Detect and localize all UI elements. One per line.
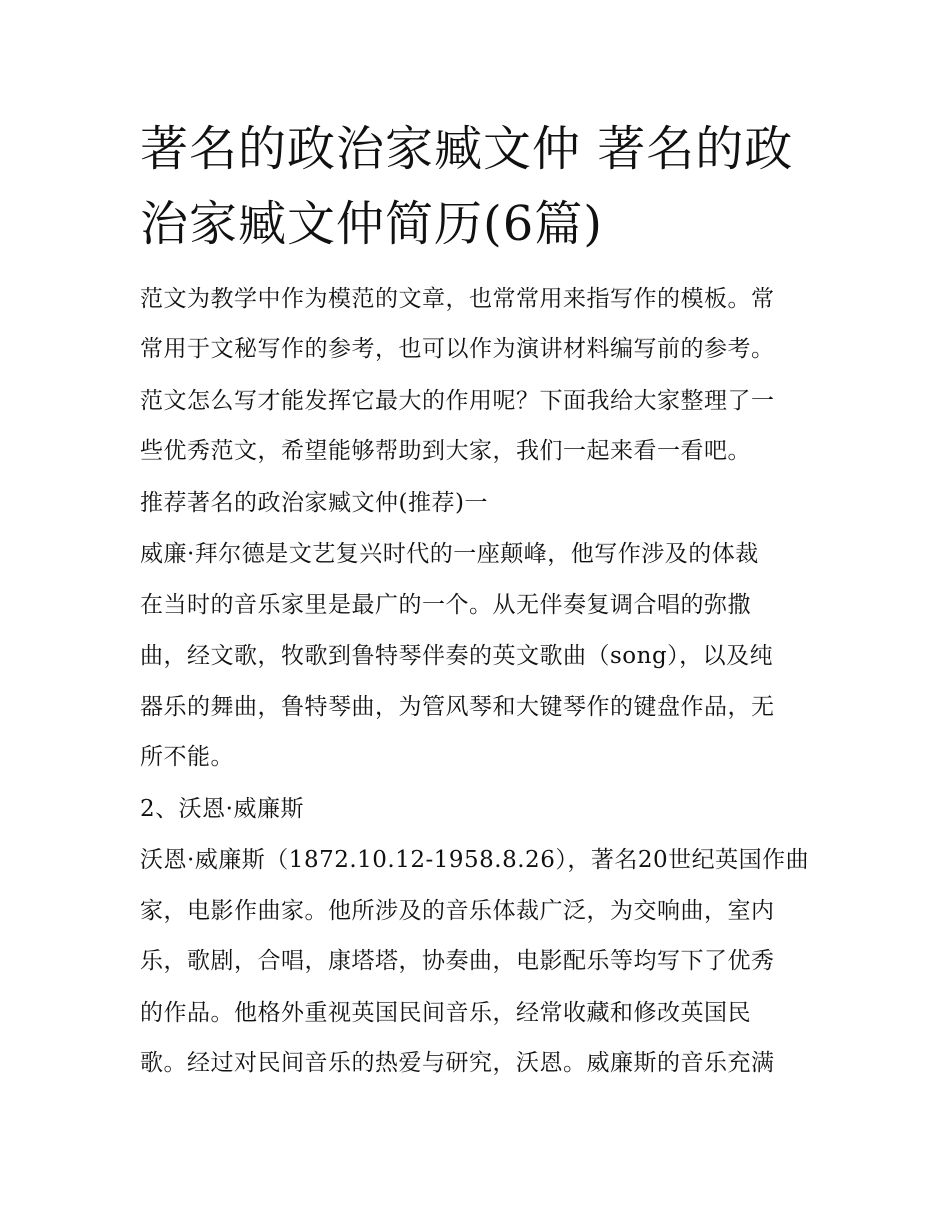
title-line-1: 著名的政治家臧文仲 著名的政	[140, 121, 794, 177]
title-line-2: 治家臧文仲简历(6篇)	[140, 196, 603, 252]
body-line: 所不能。	[140, 744, 234, 770]
body-line: 器乐的舞曲，鲁特琴曲，为管风琴和大键琴作的键盘作品，无	[140, 694, 775, 720]
body-line: 的作品。他格外重视英国民间音乐，经常收藏和修改英国民	[140, 1000, 751, 1026]
body-line: 范文怎么写才能发挥它最大的作用呢？下面我给大家整理了一	[140, 388, 775, 414]
document-title	[140, 112, 820, 262]
body-line: 常用于文秘写作的参考，也可以作为演讲材料编写前的参考。	[140, 336, 775, 362]
body-line: 在当时的音乐家里是最广的一个。从无伴奏复调合唱的弥撒	[140, 592, 751, 618]
body-line: 些优秀范文，希望能够帮助到大家，我们一起来看一看吧。	[140, 438, 751, 464]
body-line: 家，电影作曲家。他所涉及的音乐体裁广泛，为交响曲，室内	[140, 898, 775, 924]
section-heading: 2、沃恩·威廉斯	[140, 796, 304, 822]
body-line: 沃恩·威廉斯（1872.10.12-1958.8.26），著名20世纪英国作曲	[140, 847, 810, 873]
body-line: 威廉·拜尔德是文艺复兴时代的一座颠峰，他写作涉及的体裁	[140, 541, 759, 567]
section-heading: 推荐著名的政治家臧文仲(推荐)一	[140, 490, 488, 516]
body-line: 歌。经过对民间音乐的热爱与研究，沃恩。威廉斯的音乐充满	[140, 1050, 775, 1076]
body-line: 曲，经文歌，牧歌到鲁特琴伴奏的英文歌曲（song），以及纯	[140, 643, 774, 669]
body-line: 乐，歌剧，合唱，康塔塔，协奏曲，电影配乐等均写下了优秀	[140, 948, 775, 974]
body-line: 范文为教学中作为模范的文章，也常常用来指写作的模板。常	[140, 286, 775, 312]
